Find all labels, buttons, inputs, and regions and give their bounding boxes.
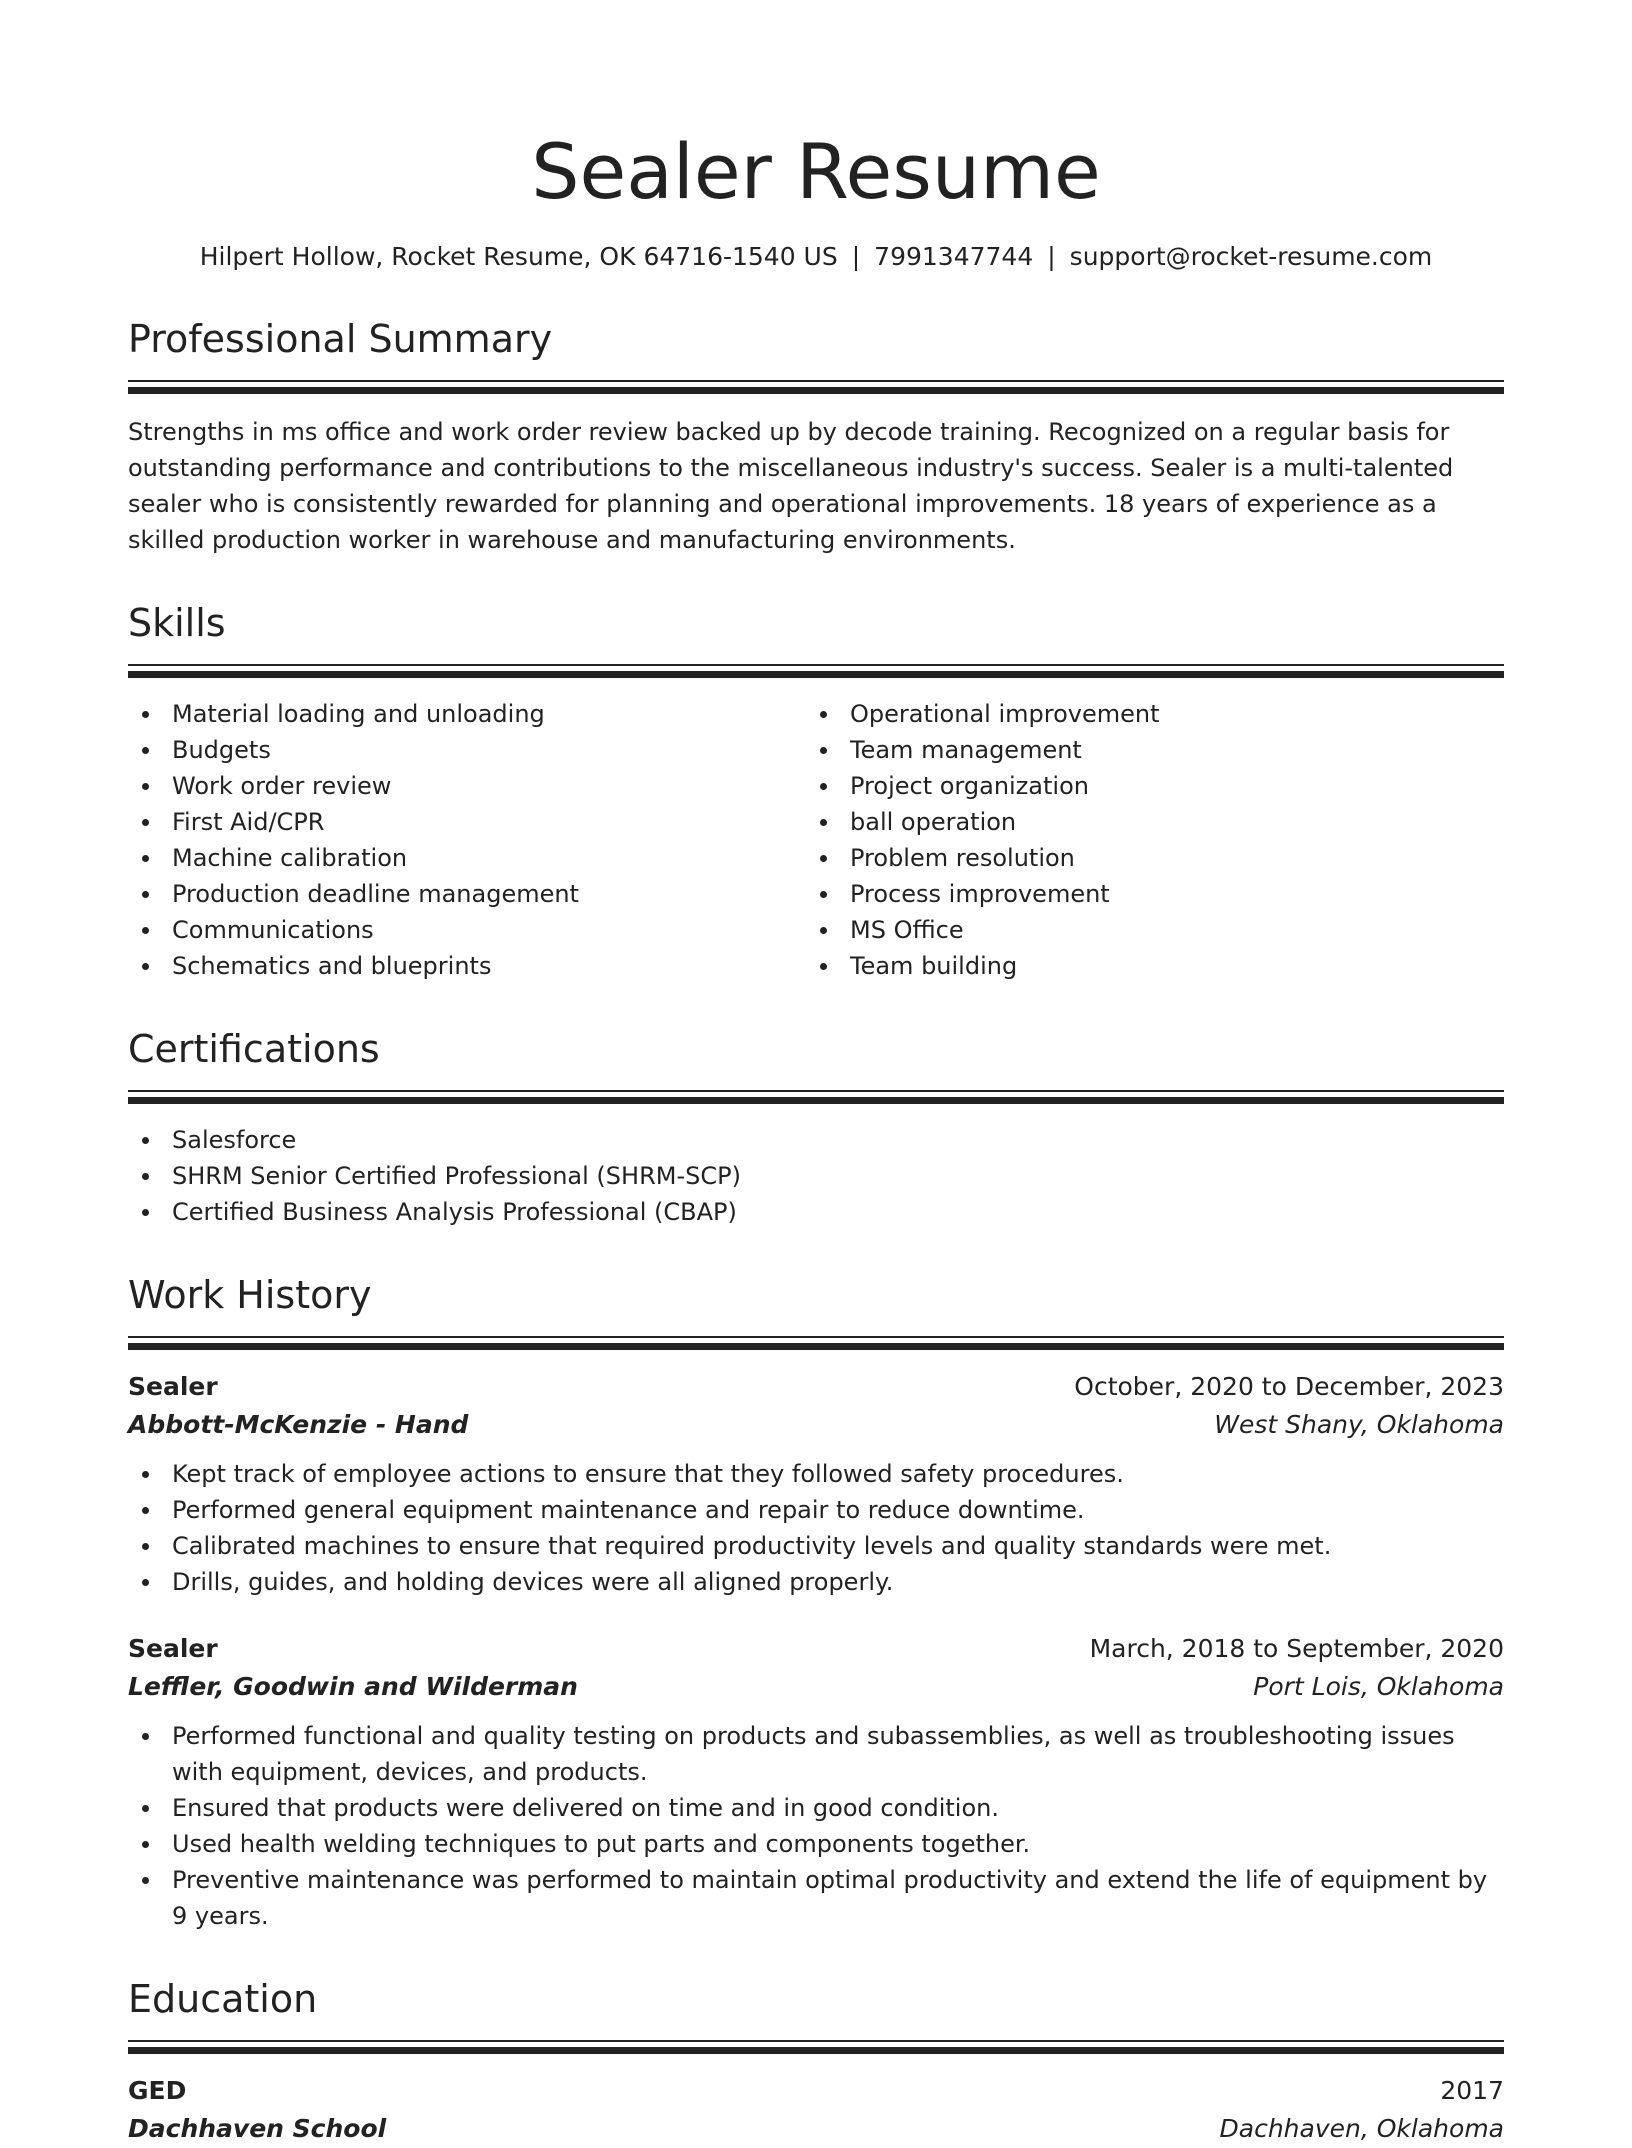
certification-item: Salesforce	[128, 1122, 1504, 1158]
job-company: Abbott-McKenzie - Hand	[128, 1410, 469, 1439]
contact-address: Hilpert Hollow, Rocket Resume, OK 64716-1540 US	[199, 242, 838, 271]
education-header-row	[128, 2072, 1504, 2110]
section-title: Certifications	[128, 1027, 380, 1071]
certification-item: Certified Business Analysis Professional (CBAP)	[128, 1194, 1504, 1230]
job-bullets	[128, 1456, 1504, 1600]
job-subheader-row	[128, 1668, 1504, 1706]
section-title: Education	[128, 1977, 318, 2021]
section-divider	[128, 380, 1504, 394]
education-year: 2017	[1440, 2076, 1504, 2105]
skill-item: Team management	[806, 732, 1484, 768]
summary-section	[128, 314, 1504, 558]
job-bullet: Ensured that products were delivered on time and in good condition.	[128, 1790, 1504, 1826]
skills-list-left	[128, 696, 806, 984]
job-company: Leffler, Goodwin and Wilderman	[128, 1672, 578, 1701]
section-divider	[128, 1336, 1504, 1350]
job-dates: October, 2020 to December, 2023	[1074, 1372, 1504, 1401]
skill-item: Budgets	[128, 732, 806, 768]
section-divider	[128, 2040, 1504, 2054]
job-bullet: Calibrated machines to ensure that required productivity levels and quality standards were met.	[128, 1528, 1504, 1564]
job-entry	[128, 1630, 1504, 1934]
section-title: Work History	[128, 1273, 372, 1317]
skill-item: MS Office	[806, 912, 1484, 948]
education-degree: GED	[128, 2076, 187, 2105]
job-title: Sealer	[128, 1372, 218, 1401]
education-school: Dachhaven School	[128, 2114, 387, 2143]
job-location: Port Lois, Oklahoma	[1253, 1672, 1504, 1701]
education-subheader-row	[128, 2110, 1504, 2148]
work-history-section	[128, 1270, 1504, 1934]
job-bullets	[128, 1718, 1504, 1934]
job-location: West Shany, Oklahoma	[1214, 1410, 1504, 1439]
skill-item: Material loading and unloading	[128, 696, 806, 732]
section-divider	[128, 664, 1504, 678]
education-section	[128, 1974, 1504, 2148]
skill-item: Work order review	[128, 768, 806, 804]
contact-phone: 7991347744	[874, 242, 1034, 271]
section-title: Professional Summary	[128, 317, 553, 361]
section-title: Skills	[128, 601, 226, 645]
skill-item: Process improvement	[806, 876, 1484, 912]
skill-item: Schematics and blueprints	[128, 948, 806, 984]
skill-item: Machine calibration	[128, 840, 806, 876]
job-bullet: Performed general equipment maintenance and repair to reduce downtime.	[128, 1492, 1504, 1528]
skills-list-right	[806, 696, 1484, 984]
job-entry	[128, 1368, 1504, 1600]
contact-separator: |	[1047, 242, 1056, 271]
skill-item: Team building	[806, 948, 1484, 984]
job-bullet: Kept track of employee actions to ensure that they followed safety procedures.	[128, 1456, 1504, 1492]
resume-title: Sealer Resume	[531, 127, 1101, 216]
contact-line	[128, 240, 1504, 274]
skill-item: First Aid/CPR	[128, 804, 806, 840]
contact-email: support@rocket-resume.com	[1069, 242, 1433, 271]
contact-separator: |	[851, 242, 861, 271]
certification-item: SHRM Senior Certified Professional (SHRM-SCP)	[128, 1158, 1504, 1194]
certifications-list	[128, 1122, 1504, 1230]
skills-grid	[128, 696, 1504, 984]
job-bullet: Used health welding techniques to put parts and components together.	[128, 1826, 1504, 1862]
skill-item: Production deadline management	[128, 876, 806, 912]
skill-item: Communications	[128, 912, 806, 948]
section-divider	[128, 1090, 1504, 1104]
job-header-row	[128, 1630, 1504, 1668]
job-subheader-row	[128, 1406, 1504, 1444]
education-entry	[128, 2072, 1504, 2148]
job-bullet: Performed functional and quality testing on products and subassemblies, as well as troubleshooting issues with equipment, devices, and products.	[128, 1718, 1504, 1790]
skill-item: ball operation	[806, 804, 1484, 840]
education-location: Dachhaven, Oklahoma	[1219, 2114, 1504, 2143]
job-bullet: Drills, guides, and holding devices were all aligned properly.	[128, 1564, 1504, 1600]
resume-page	[128, 120, 1504, 2148]
skills-section	[128, 598, 1504, 984]
skill-item: Problem resolution	[806, 840, 1484, 876]
skill-item: Project organization	[806, 768, 1484, 804]
job-header-row	[128, 1368, 1504, 1406]
job-title: Sealer	[128, 1634, 218, 1663]
summary-text: Strengths in ms office and work order review backed up by decode training. Recognized on a regular basis for outstanding performance and contributions to the miscellaneous industry's success. Sealer is a multi-talented sealer who is consistently rewarded for planning and operational improvements. 18 years of experience as a skilled production worker in warehouse and manufacturing environments.	[128, 418, 1454, 554]
certifications-section	[128, 1024, 1504, 1230]
skill-item: Operational improvement	[806, 696, 1484, 732]
job-dates: March, 2018 to September, 2020	[1089, 1634, 1504, 1663]
job-bullet: Preventive maintenance was performed to maintain optimal productivity and extend the life of equipment by 9 years.	[128, 1862, 1504, 1934]
